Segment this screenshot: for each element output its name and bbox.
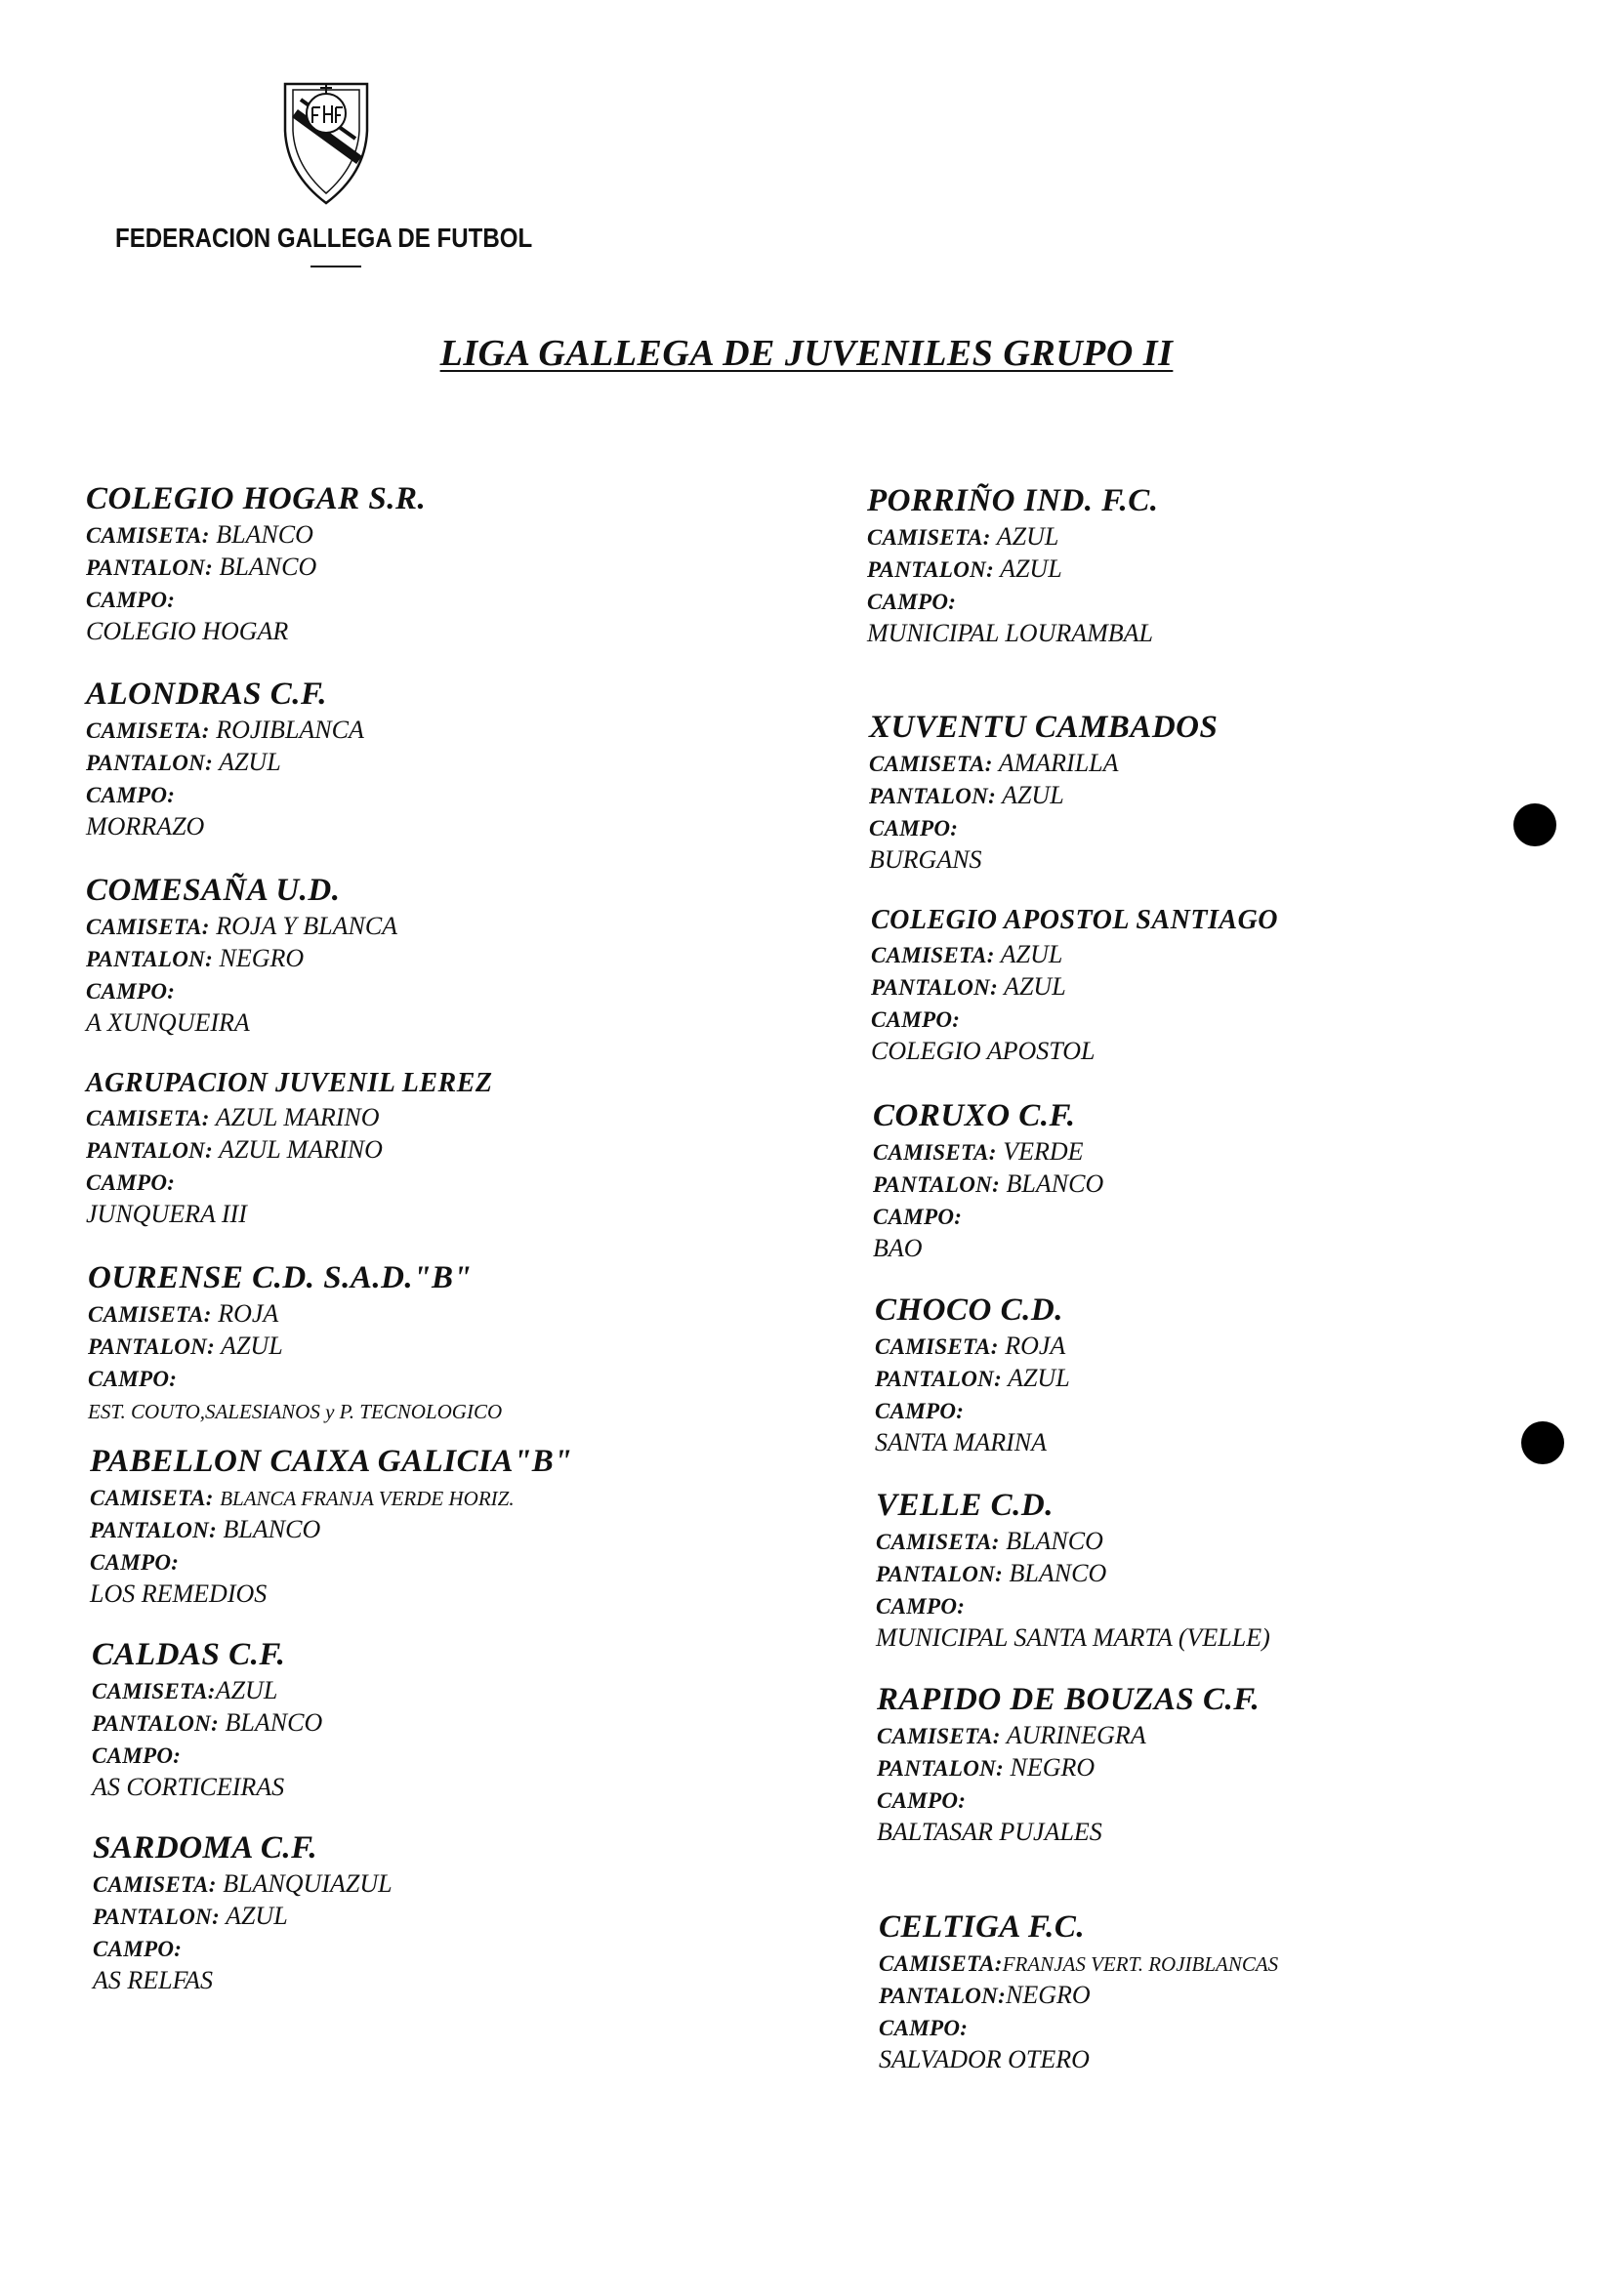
team-name: CELTIGA F.C. bbox=[879, 1909, 1086, 1945]
field-label: CAMPO: bbox=[877, 1788, 967, 1813]
federation-name: FEDERACION GALLEGA DE FUTBOL bbox=[115, 223, 533, 253]
field-label: CAMPO: bbox=[867, 590, 957, 614]
shorts-value: NEGRO bbox=[1006, 1981, 1091, 2009]
team-name: CHOCO C.D. bbox=[875, 1292, 1063, 1328]
shirt-label: CAMISETA: bbox=[86, 523, 210, 548]
team-name: RAPIDO DE BOUZAS C.F. bbox=[877, 1682, 1261, 1717]
shorts-value: AZUL bbox=[1000, 554, 1062, 583]
field-label: CAMPO: bbox=[876, 1594, 966, 1619]
team-block bbox=[88, 1259, 830, 1427]
shirt-label: CAMISETA: bbox=[869, 752, 993, 776]
shorts-value: AZUL bbox=[219, 748, 281, 776]
shorts-label: PANTALON: bbox=[86, 555, 214, 580]
team-block bbox=[86, 480, 828, 647]
field-value: BURGANS bbox=[869, 845, 982, 874]
team-name: SARDOMA C.F. bbox=[93, 1830, 318, 1866]
shorts-label: PANTALON: bbox=[86, 1138, 214, 1163]
shorts-label: PANTALON: bbox=[86, 947, 214, 971]
shirt-value: FRANJAS VERT. ROJIBLANCAS bbox=[1002, 1952, 1279, 1976]
shorts-label: PANTALON: bbox=[879, 1984, 1007, 2008]
shirt-value: VERDE bbox=[1003, 1137, 1084, 1166]
team-block bbox=[86, 676, 828, 842]
shirt-label: CAMISETA: bbox=[871, 943, 995, 967]
field-value: COLEGIO APOSTOL bbox=[871, 1037, 1096, 1065]
shorts-label: PANTALON: bbox=[90, 1518, 218, 1542]
shorts-label: PANTALON: bbox=[875, 1367, 1003, 1391]
shirt-label: CAMISETA: bbox=[876, 1530, 1000, 1554]
shorts-value: BLANCO bbox=[1009, 1559, 1107, 1587]
field-label: CAMPO: bbox=[92, 1743, 182, 1768]
shorts-label: PANTALON: bbox=[93, 1905, 221, 1929]
team-name: PABELLON CAIXA GALICIA"B" bbox=[90, 1444, 573, 1479]
shorts-value: AZUL bbox=[221, 1332, 283, 1360]
shirt-value: BLANQUIAZUL bbox=[223, 1869, 393, 1898]
field-label: CAMPO: bbox=[86, 979, 176, 1004]
team-block bbox=[869, 709, 1611, 876]
field-label: CAMPO: bbox=[871, 1007, 961, 1032]
shirt-value: ROJA bbox=[1005, 1332, 1066, 1360]
team-name: OURENSE C.D. S.A.D."B" bbox=[88, 1260, 473, 1295]
shirt-value: AZUL MARINO bbox=[215, 1103, 380, 1131]
field-value: AS RELFAS bbox=[93, 1966, 214, 1994]
shirt-label: CAMISETA: bbox=[86, 915, 210, 939]
field-value: MUNICIPAL SANTA MARTA (VELLE) bbox=[876, 1623, 1270, 1652]
shorts-label: PANTALON: bbox=[869, 784, 997, 808]
team-block bbox=[86, 872, 828, 1039]
team-name: PORRIÑO IND. F.C. bbox=[867, 483, 1159, 518]
team-name: VELLE C.D. bbox=[876, 1488, 1054, 1523]
shorts-value: BLANCO bbox=[219, 553, 317, 581]
shirt-label: CAMISETA: bbox=[86, 1106, 210, 1130]
field-label: CAMPO: bbox=[869, 816, 959, 840]
field-value: SALVADOR OTERO bbox=[879, 2045, 1090, 2073]
shorts-value: AZUL bbox=[1008, 1364, 1070, 1392]
field-label: CAMPO: bbox=[90, 1550, 180, 1575]
team-name: CALDAS C.F. bbox=[92, 1637, 286, 1672]
shorts-label: PANTALON: bbox=[873, 1172, 1001, 1197]
shorts-label: PANTALON: bbox=[88, 1334, 216, 1359]
field-value: SANTA MARINA bbox=[875, 1428, 1047, 1456]
shorts-value: AZUL MARINO bbox=[219, 1135, 383, 1164]
field-value: EST. COUTO,SALESIANOS y P. TECNOLOGICO bbox=[88, 1400, 503, 1423]
shorts-label: PANTALON: bbox=[871, 975, 999, 1000]
shorts-value: AZUL bbox=[226, 1902, 288, 1930]
field-label: CAMPO: bbox=[88, 1367, 178, 1391]
team-block bbox=[871, 904, 1613, 1067]
field-label: CAMPO: bbox=[86, 588, 176, 612]
field-value: MUNICIPAL LOURAMBAL bbox=[867, 619, 1153, 647]
field-label: CAMPO: bbox=[93, 1937, 183, 1961]
team-name: AGRUPACION JUVENIL LEREZ bbox=[86, 1068, 493, 1098]
shirt-label: CAMISETA: bbox=[86, 718, 210, 743]
shorts-value: NEGRO bbox=[219, 944, 305, 972]
field-value: BALTASAR PUJALES bbox=[877, 1818, 1102, 1846]
punch-hole bbox=[1521, 1421, 1564, 1464]
shirt-value: AZUL bbox=[215, 1676, 278, 1704]
shirt-value: BLANCO bbox=[216, 520, 313, 549]
shirt-value: ROJIBLANCA bbox=[216, 716, 364, 744]
team-block bbox=[875, 1292, 1613, 1458]
shirt-value: AMARILLA bbox=[998, 749, 1119, 777]
shirt-value: AZUL bbox=[996, 522, 1059, 551]
team-block bbox=[877, 1681, 1613, 1848]
shorts-label: PANTALON: bbox=[876, 1562, 1004, 1586]
field-label: CAMPO: bbox=[879, 2016, 969, 2040]
federation-crest-logo bbox=[281, 80, 371, 207]
shirt-label: CAMISETA: bbox=[93, 1872, 217, 1897]
team-name: COMESAÑA U.D. bbox=[86, 873, 341, 908]
team-name: XUVENTU CAMBADOS bbox=[869, 710, 1219, 745]
shorts-value: AZUL bbox=[1002, 781, 1064, 809]
shorts-value: BLANCO bbox=[1006, 1169, 1104, 1198]
shorts-label: PANTALON: bbox=[86, 751, 214, 775]
shorts-label: PANTALON: bbox=[877, 1756, 1005, 1781]
field-value: JUNQUERA III bbox=[86, 1200, 247, 1228]
team-name: COLEGIO APOSTOL SANTIAGO bbox=[871, 905, 1279, 935]
shirt-label: CAMISETA: bbox=[88, 1302, 212, 1327]
shirt-label: CAMISETA: bbox=[92, 1679, 216, 1703]
field-value: BAO bbox=[873, 1234, 923, 1262]
field-value: LOS REMEDIOS bbox=[90, 1579, 268, 1608]
shorts-label: PANTALON: bbox=[92, 1711, 220, 1736]
team-block bbox=[86, 1067, 828, 1230]
team-block bbox=[93, 1829, 835, 1996]
field-value: A XUNQUEIRA bbox=[86, 1008, 250, 1037]
shirt-label: CAMISETA: bbox=[873, 1140, 997, 1165]
punch-hole bbox=[1513, 803, 1556, 846]
shirt-value: BLANCA FRANJA VERDE HORIZ. bbox=[220, 1487, 515, 1510]
field-value: AS CORTICEIRAS bbox=[92, 1773, 285, 1801]
shorts-value: NEGRO bbox=[1010, 1753, 1096, 1782]
shorts-value: BLANCO bbox=[223, 1515, 321, 1543]
team-name: ALONDRAS C.F. bbox=[86, 676, 328, 712]
field-label: CAMPO: bbox=[86, 783, 176, 807]
team-block bbox=[92, 1636, 834, 1803]
document-title: LIGA GALLEGA DE JUVENILES GRUPO II bbox=[439, 333, 1174, 374]
team-name: COLEGIO HOGAR S.R. bbox=[86, 481, 427, 516]
shirt-value: AZUL bbox=[1000, 940, 1063, 968]
federation-underline bbox=[310, 266, 361, 267]
shirt-label: CAMISETA: bbox=[879, 1951, 1003, 1976]
shirt-value: AURINEGRA bbox=[1006, 1721, 1146, 1749]
team-name: CORUXO C.F. bbox=[873, 1098, 1076, 1133]
field-value: COLEGIO HOGAR bbox=[86, 617, 289, 645]
field-label: CAMPO: bbox=[875, 1399, 965, 1423]
shorts-value: AZUL bbox=[1004, 972, 1066, 1001]
shirt-value: ROJA bbox=[218, 1299, 279, 1328]
team-block bbox=[873, 1097, 1613, 1264]
shirt-value: BLANCO bbox=[1006, 1527, 1103, 1555]
team-block bbox=[867, 482, 1609, 649]
field-label: CAMPO: bbox=[873, 1205, 963, 1229]
shirt-label: CAMISETA: bbox=[90, 1486, 214, 1510]
field-label: CAMPO: bbox=[86, 1170, 176, 1195]
shirt-label: CAMISETA: bbox=[875, 1334, 999, 1359]
shorts-label: PANTALON: bbox=[867, 557, 995, 582]
team-block bbox=[90, 1443, 832, 1610]
team-block bbox=[879, 1908, 1613, 2075]
shirt-label: CAMISETA: bbox=[867, 525, 991, 550]
field-value: MORRAZO bbox=[86, 812, 205, 840]
shorts-value: BLANCO bbox=[225, 1708, 323, 1737]
shirt-value: ROJA Y BLANCA bbox=[216, 912, 398, 940]
team-block bbox=[876, 1487, 1613, 1654]
shirt-label: CAMISETA: bbox=[877, 1724, 1001, 1748]
